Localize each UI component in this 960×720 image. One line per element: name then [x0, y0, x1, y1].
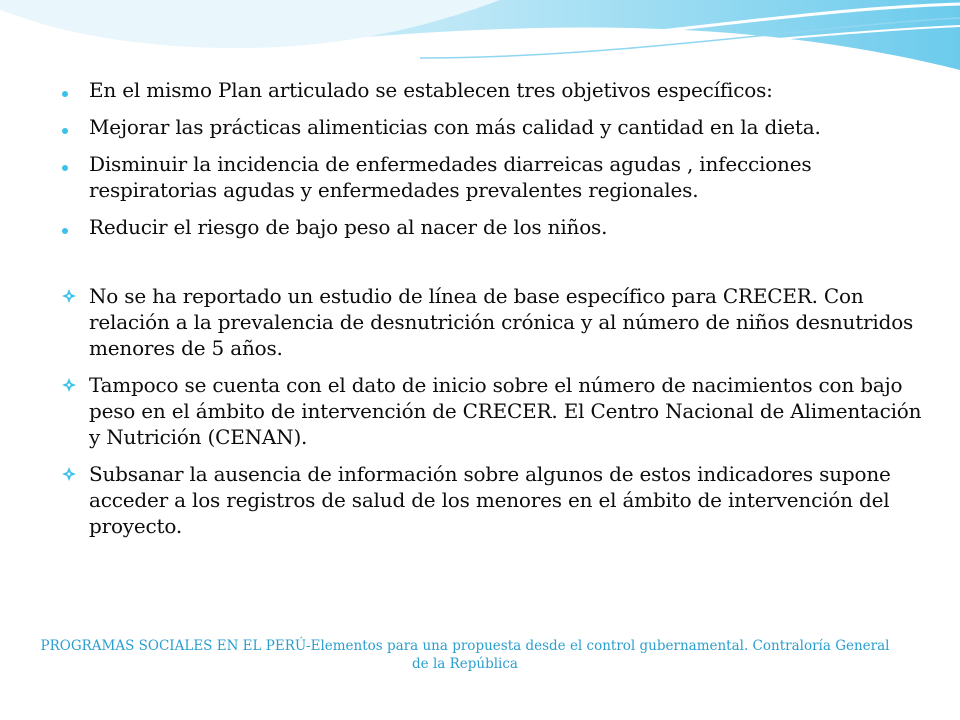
slide-footer: PROGRAMAS SOCIALES EN EL PERÚ-Elementos para una propuesta desde el control gubernamental. Contraloría General de la República: [40, 638, 890, 672]
diamond-bullet-icon: [62, 372, 76, 398]
bullet-text: No se ha reportado un estudio de línea de base específico para CRECER. Con relación a la prevalencia de desnutrición crónica y al número de niños desnutridos menores de 5 años.: [89, 284, 914, 360]
bullet-item: [62, 214, 922, 240]
bullet-item: [62, 151, 922, 203]
round-bullet-icon: [62, 77, 68, 103]
bullet-text: En el mismo Plan articulado se establecen tres objetivos específicos:: [89, 78, 773, 102]
bullet-text: Disminuir la incidencia de enfermedades diarreicas agudas , infecciones respiratorias agudas y enfermedades prevalentes regionales.: [89, 152, 812, 202]
bullet-text: Subsanar la ausencia de información sobre algunos de estos indicadores supone acceder a los registros de salud de los menores en el ámbito de intervención del proyecto.: [89, 462, 891, 538]
slide-body: [62, 77, 922, 550]
bullet-item: [62, 372, 922, 450]
spacer: [62, 251, 922, 283]
round-bullet-icon: [62, 114, 68, 140]
diamond-bullet-icon: [62, 461, 76, 487]
round-bullet-icon: [62, 151, 68, 177]
bullet-item: [62, 283, 922, 361]
diamond-bullet-icon: [62, 283, 76, 309]
bullet-item: [62, 461, 922, 539]
bullet-text: Reducir el riesgo de bajo peso al nacer de los niños.: [89, 215, 608, 239]
bullet-text: Mejorar las prácticas alimenticias con más calidad y cantidad en la dieta.: [89, 115, 821, 139]
bullet-item: [62, 114, 922, 140]
bullet-text: Tampoco se cuenta con el dato de inicio sobre el número de nacimientos con bajo peso en el ámbito de intervención de CRECER. El Centro Nacional de Alimentación y Nutrición (CENAN).: [89, 373, 922, 449]
bullet-item: [62, 77, 922, 103]
round-bullet-icon: [62, 214, 68, 240]
